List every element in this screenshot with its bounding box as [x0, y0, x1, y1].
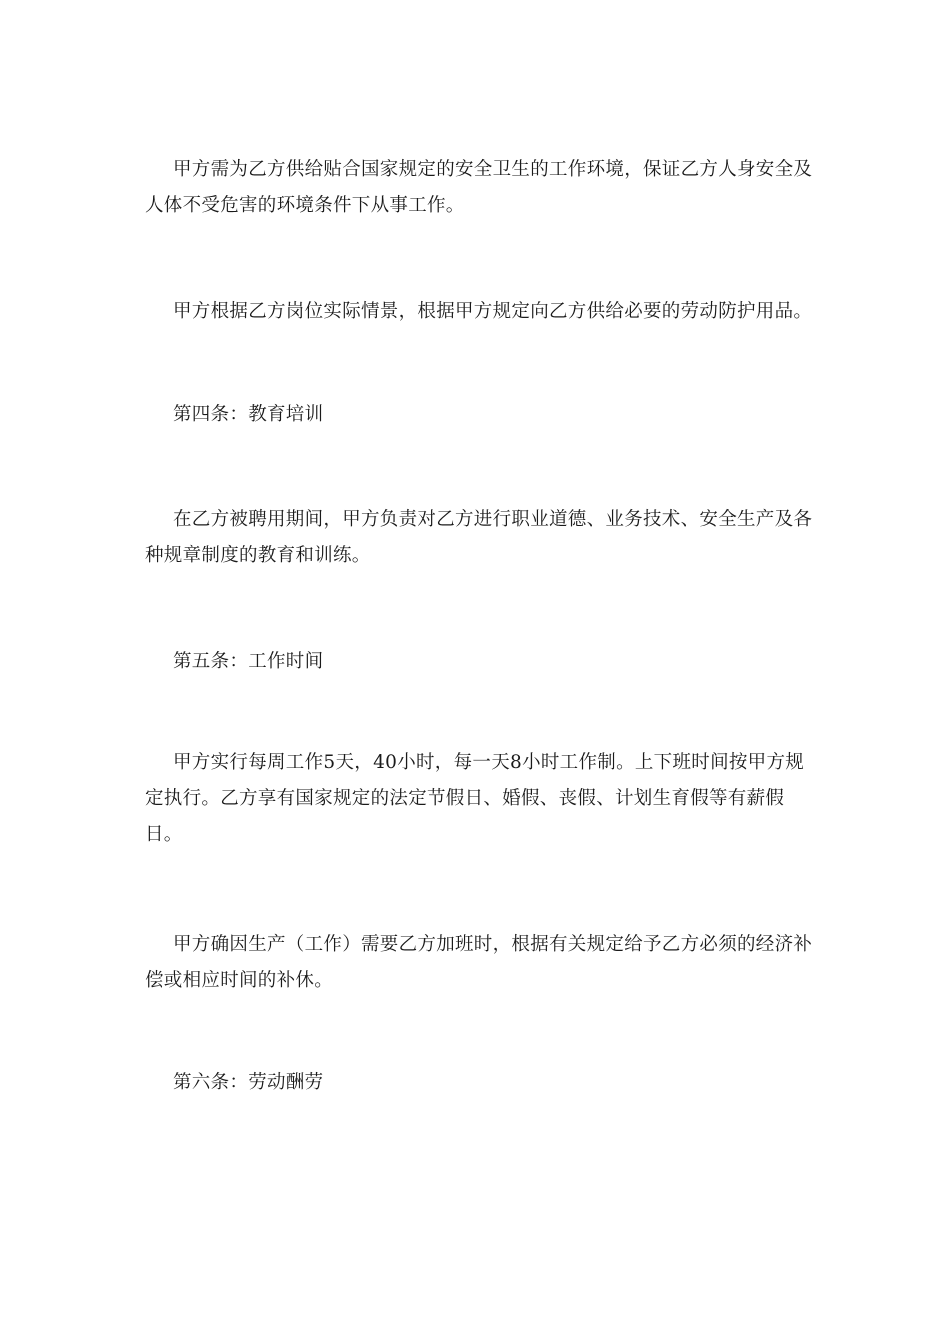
paragraph-working-hours: 甲方实行每周工作5天，40小时，每一天8小时工作制。上下班时间按甲方规定执行。乙方享有国家规定的法定节假日、婚假、丧假、计划生育假等有薪假日。: [145, 752, 805, 845]
section-heading-article-6: 第六条：劳动酬劳: [173, 1072, 324, 1093]
paragraph-training: 在乙方被聘用期间，甲方负责对乙方进行职业道德、业务技术、安全生产及各种规章制度的教育和训练。: [145, 509, 813, 566]
section-heading-article-4: 第四条：教育培训: [173, 404, 324, 425]
paragraph-safety-environment: 甲方需为乙方供给贴合国家规定的安全卫生的工作环境，保证乙方人身安全及人体不受危害的环境条件下从事工作。: [145, 159, 813, 216]
paragraph-overtime: 甲方确因生产（工作）需要乙方加班时，根据有关规定给予乙方必须的经济补偿或相应时间的补休。: [145, 934, 813, 991]
section-heading-article-5: 第五条：工作时间: [173, 651, 324, 672]
paragraph-protective-equipment: 甲方根据乙方岗位实际情景，根据甲方规定向乙方供给必要的劳动防护用品。: [173, 301, 813, 322]
